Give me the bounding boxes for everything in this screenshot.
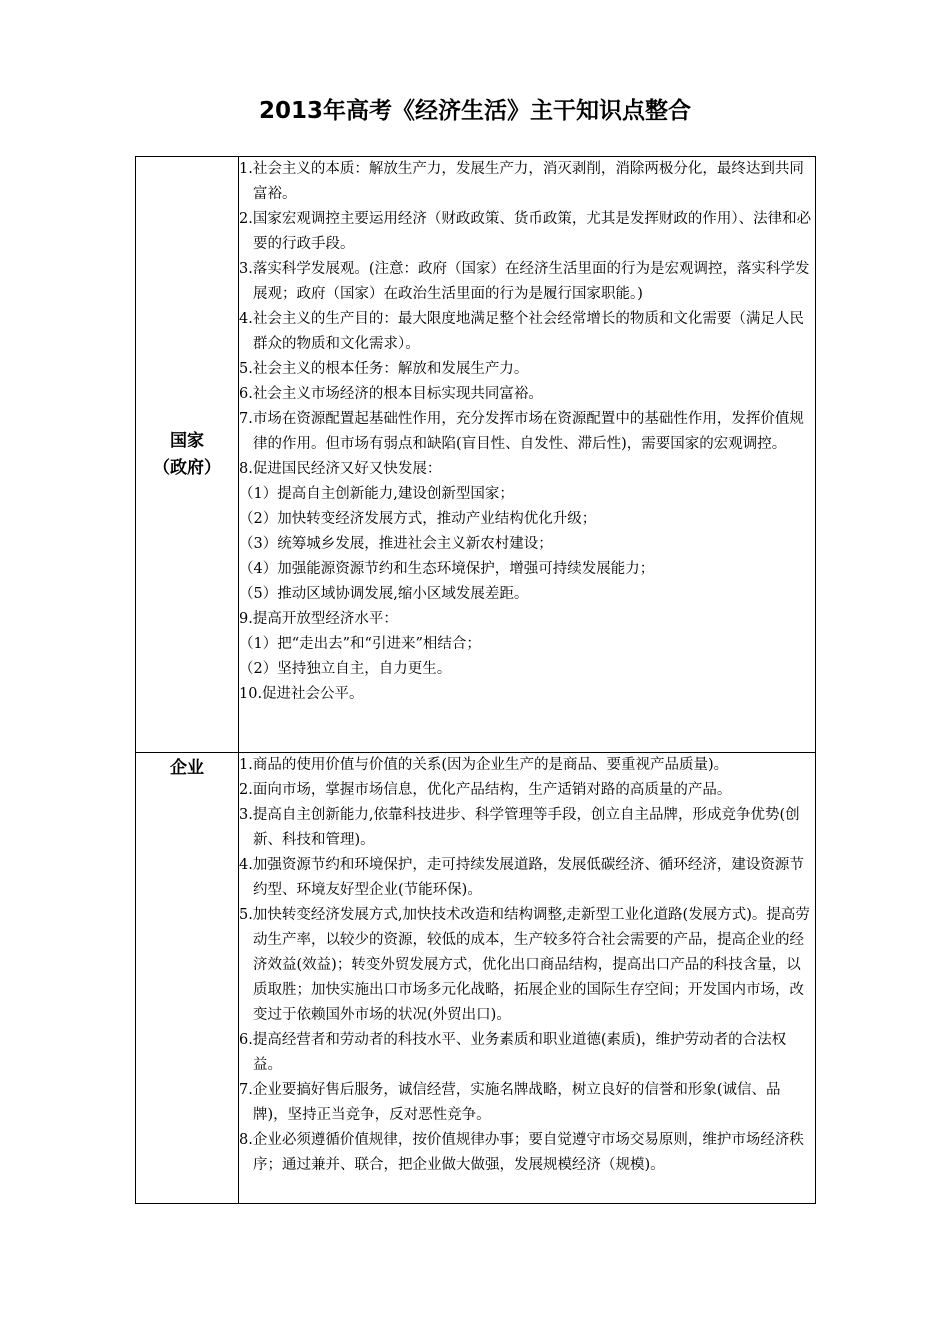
list-item: 8.促进国民经济又好又快发展： [239,461,442,477]
list-item: 9.提高开放型经济水平： [239,611,398,627]
list-item: 2.国家宏观调控主要运用经济（财政政策、货币政策，尤其是发挥财政的作用）、法律和必要的行政手段。 [239,211,812,252]
list-subitem: （1）提高自主创新能力,建设创新型国家； [239,486,514,502]
list-item: 3.落实科学发展观。(注意：政府（国家）在经济生活里面的行为是宏观调控，落实科学发展观；政府（国家）在政治生活里面的行为是履行国家职能。) [239,261,810,302]
table-row-government [136,157,816,753]
row-label-line: 企业 [170,758,204,778]
list-subitem: （4）加强能源资源节约和生态环境保护，增强可持续发展能力； [239,561,655,577]
list-item: 5.社会主义的根本任务：解放和发展生产力。 [239,361,529,377]
list-item: 5.加快转变经济发展方式,加快技术改造和结构调整,走新型工业化道路(发展方式)。提高劳动生产率，以较少的资源，较低的成本，生产较多符合社会需要的产品，提高企业的经济效益(效益)；转变外贸发展方式，优化出口商品结构，提高出口产品的科技含量，以质取胜；加快实施出口市场多元化战略，拓展企业的国际生存空间；开发国内市场，改变过于依赖国外市场的状况(外贸出口)。 [239,907,810,1023]
table-row-enterprise [136,753,816,1204]
list-item: 4.社会主义的生产目的：最大限度地满足整个社会经常增长的物质和文化需要（满足人民群众的物质和文化需求）。 [239,311,804,352]
row-content-enterprise [239,753,816,1204]
list-subitem: （1）把“走出去”和“引进来”相结合； [239,636,481,652]
list-subitem: （5）推动区域协调发展,缩小区域发展差距。 [239,586,529,602]
list-item: 6.提高经营者和劳动者的科技水平、业务素质和职业道德(素质)，维护劳动者的合法权益。 [239,1032,787,1073]
list-item: 3.提高自主创新能力,依靠科技进步、科学管理等手段，创立自主品牌，形成竞争优势(创新、科技和管理)。 [239,807,800,848]
document-title: 2013年高考《经济生活》主干知识点整合 [258,98,691,124]
list-item: 7.企业要搞好售后服务，诚信经营，实施名牌战略，树立良好的信誉和形象(诚信、品牌)，坚持正当竞争，反对恶性竞争。 [239,1082,781,1123]
row-content-government [239,157,816,753]
list-item: 1.社会主义的本质：解放生产力，发展生产力，消灭剥削，消除两极分化，最终达到共同富裕。 [239,161,804,202]
row-label-enterprise [136,753,239,1204]
list-item: 8.企业必须遵循价值规律，按价值规律办事；要自觉遵守市场交易原则，维护市场经济秩序；通过兼并、联合，把企业做大做强，发展规模经济（规模)。 [239,1132,804,1173]
list-item: 10.促进社会公平。 [239,686,364,702]
list-item: 2.面向市场，掌握市场信息，优化产品结构，生产适销对路的高质量的产品。 [239,782,732,798]
list-subitem: （2）坚持独立自主，自力更生。 [239,661,452,677]
knowledge-table [135,156,816,1204]
list-item: 1.商品的使用价值与价值的关系(因为企业生产的是商品、要重视产品质量)。 [239,757,729,773]
row-label-line: 国家 [170,430,204,451]
list-item: 7.市场在资源配置起基础性作用，充分发挥市场在资源配置中的基础性作用，发挥价值规律的作用。但市场有弱点和缺陷(盲目性、自发性、滞后性)，需要国家的宏观调控。 [239,411,804,452]
list-item: 4.加强资源节约和环境保护，走可持续发展道路，发展低碳经济、循环经济，建设资源节约型、环境友好型企业(节能环保)。 [239,857,804,898]
row-label-line: （政府） [153,457,221,478]
list-item: 6.社会主义市场经济的根本目标实现共同富裕。 [239,386,543,402]
list-subitem: （3）统筹城乡发展，推进社会主义新农村建设； [239,536,553,552]
row-label-government [136,157,239,753]
list-subitem: （2）加快转变经济发展方式，推动产业结构优化升级； [239,511,597,527]
